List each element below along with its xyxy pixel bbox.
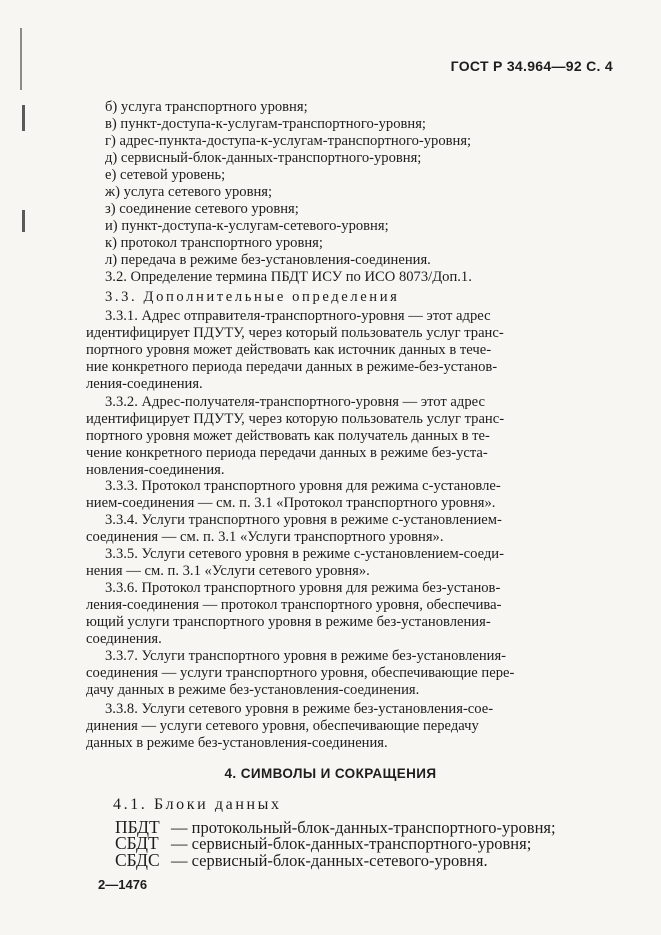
- paragraph-line: 3.3.6. Протокол транспортного уровня для режима без-установ-: [105, 580, 501, 596]
- abbreviation-definition: — сервисный-блок-данных-сетевого-уровня.: [171, 851, 488, 870]
- paragraph-line: 3.3.2. Адрес-получателя-транспортного-уровня — этот адрес: [105, 394, 485, 410]
- list-item: е) сетевой уровень;: [105, 167, 226, 183]
- paragraph-line: чение конкретного периода передачи данных в режиме без-уста-: [86, 445, 488, 461]
- paragraph-line: 3.3.3. Протокол транспортного уровня для режима с-установле-: [105, 478, 501, 494]
- paragraph-line: соединения — услуги транспортного уровня, обеспечивающие пере-: [86, 665, 515, 681]
- paragraph-line: соединения — см. п. 3.1 «Услуги транспортного уровня».: [86, 529, 444, 545]
- paragraph-line: идентифицирует ПДУТУ, через которую пользователь услуг транс-: [86, 411, 505, 427]
- list-item: б) услуга транспортного уровня;: [105, 99, 308, 115]
- list-item: к) протокол транспортного уровня;: [105, 235, 323, 251]
- list-item: и) пункт-доступа-к-услугам-сетевого-уровня;: [105, 218, 389, 234]
- margin-scan-mark: [20, 28, 22, 90]
- paragraph-line: данных в режиме без-установления-соединения.: [86, 735, 388, 751]
- paragraph-line: 3.3.4. Услуги транспортного уровня в режиме с-установлением-: [105, 512, 502, 528]
- paragraph-line: ления-соединения — протокол транспортного уровня, обеспечива-: [86, 597, 502, 613]
- paragraph-line: соединения.: [86, 631, 162, 647]
- abbreviation-term: СБДТ: [115, 833, 159, 853]
- paragraph-line: ющий услуги транспортного уровня в режиме без-установления-: [86, 614, 491, 630]
- abbreviation-term: ПБДТ: [115, 817, 160, 837]
- subsection-heading: 4.1. Блоки данных: [113, 796, 282, 813]
- abbreviation-term: СБДС: [115, 850, 160, 870]
- abbreviation-row: [115, 851, 488, 870]
- list-item: ж) услуга сетевого уровня;: [105, 184, 273, 200]
- paragraph-line: 3.3.8. Услуги сетевого уровня в режиме без-установления-сое-: [105, 701, 494, 717]
- section-title: 4. СИМВОЛЫ И СОКРАЩЕНИЯ: [224, 766, 437, 781]
- paragraph-line: новления-соединения.: [86, 462, 225, 478]
- paragraph-line: динения — услуги сетевого уровня, обеспечивающие передачу: [86, 718, 479, 734]
- margin-scan-mark: [22, 105, 25, 131]
- abbreviation-definition: — протокольный-блок-данных-транспортного-уровня;: [171, 818, 556, 837]
- paragraph-line: портного уровня может действовать как получатель данных в те-: [86, 428, 490, 444]
- list-item: д) сервисный-блок-данных-транспортного-уровня;: [105, 150, 422, 166]
- paragraph-line: 3.3.7. Услуги транспортного уровня в режиме без-установления-: [105, 648, 507, 664]
- abbreviation-definition: — сервисный-блок-данных-транспортного-уровня;: [171, 834, 532, 853]
- list-item: з) соединение сетевого уровня;: [105, 201, 299, 217]
- paragraph-line: 3.2. Определение термина ПБДТ ИСУ по ИСО 8073/Доп.1.: [105, 269, 472, 285]
- paragraph-line: портного уровня может действовать как источник данных в тече-: [86, 342, 492, 358]
- paragraph-line: идентифицирует ПДУТУ, через который пользователь услуг транс-: [86, 325, 504, 341]
- paragraph-line: нения — см. п. 3.1 «Услуги сетевого уровня».: [86, 563, 370, 579]
- paragraph-line: 3.3.5. Услуги сетевого уровня в режиме с-установлением-соеди-: [105, 546, 504, 562]
- page-header: ГОСТ Р 34.964—92 С. 4: [450, 58, 613, 74]
- list-item: г) адрес-пункта-доступа-к-услугам-транспортного-уровня;: [105, 133, 472, 149]
- margin-scan-mark: [22, 210, 25, 232]
- paragraph-line: дачу данных в режиме без-установления-соединения.: [86, 682, 420, 698]
- list-item: в) пункт-доступа-к-услугам-транспортного-уровня;: [105, 116, 426, 132]
- paragraph-line: ние конкретного периода передачи данных в режиме-без-установ-: [86, 359, 498, 375]
- list-item: л) передача в режиме без-установления-соединения.: [105, 252, 431, 268]
- paragraph-line: ления-соединения.: [86, 376, 203, 392]
- paragraph-line: 3.3.1. Адрес отправителя-транспортного-уровня — этот адрес: [105, 308, 491, 324]
- paragraph-line: нием-соединения — см. п. 3.1 «Протокол транспортного уровня».: [86, 495, 496, 511]
- page-footer-code: 2—1476: [98, 877, 148, 892]
- subsection-heading: 3.3. Дополнительные определения: [105, 289, 400, 305]
